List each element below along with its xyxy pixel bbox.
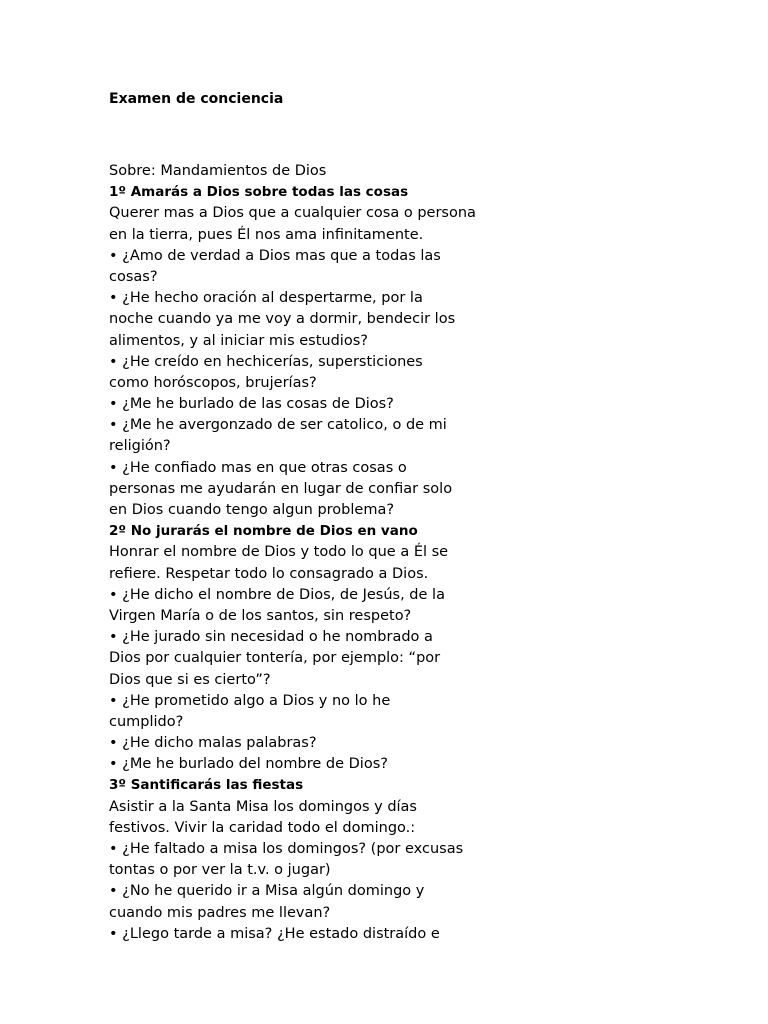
text-line: • ¿He dicho el nombre de Dios, de Jesús, de la [109, 586, 445, 603]
text-line: como horóscopos, brujerías? [109, 374, 317, 391]
text-line: • ¿Me he avergonzado de ser catolico, o de mi [109, 417, 447, 434]
text-line: • ¿Me he burlado de las cosas de Dios? [109, 396, 394, 413]
text-line: Querer mas a Dios que a cualquier cosa o persona [109, 205, 476, 222]
document-body [109, 182, 489, 945]
text-line: cumplido? [109, 713, 184, 730]
text-line: • ¿Me he burlado del nombre de Dios? [109, 756, 388, 773]
text-line: • ¿Amo de verdad a Dios mas que a todas las [109, 247, 441, 264]
text-line: Virgen María o de los santos, sin respeto? [109, 607, 412, 624]
text-line: tontas o por ver la t.v. o jugar) [109, 862, 331, 879]
text-line: • ¿He dicho malas palabras? [109, 735, 317, 752]
text-line: • ¿He prometido algo a Dios y no lo he [109, 692, 391, 709]
text-line: • ¿He jurado sin necesidad o he nombrado a [109, 629, 433, 646]
text-line: Dios por cualquier tontería, por ejemplo: “por [109, 650, 441, 667]
commandment-heading: 1º Amarás a Dios sobre todas las cosas [109, 184, 409, 201]
text-line: cuando mis padres me llevan? [109, 904, 331, 921]
text-line: Honrar el nombre de Dios y todo lo que a Él se [109, 544, 449, 561]
document-title: Examen de conciencia [109, 91, 284, 107]
commandment-heading: 3º Santificarás las fiestas [109, 777, 304, 794]
text-line: noche cuando ya me voy a dormir, bendecir los [109, 311, 456, 328]
text-line: • ¿He confiado mas en que otras cosas o [109, 459, 407, 476]
document-page [109, 88, 489, 945]
text-line: en la tierra, pues Él nos ama infinitamente. [109, 226, 424, 243]
text-line: personas me ayudarán en lugar de confiar solo [109, 480, 453, 497]
document-subject: Sobre: Mandamientos de Dios [109, 163, 327, 179]
text-line: Asistir a la Santa Misa los domingos y días [109, 798, 417, 815]
text-line: en Dios cuando tengo algun problema? [109, 502, 395, 519]
text-line: religión? [109, 438, 171, 455]
text-line: alimentos, y al iniciar mis estudios? [109, 332, 368, 349]
text-line: festivos. Vivir la caridad todo el domingo.: [109, 819, 416, 836]
text-line: refiere. Respetar todo lo consagrado a Dios. [109, 565, 429, 582]
text-line: Dios que si es cierto”? [109, 671, 271, 688]
text-line: • ¿He hecho oración al despertarme, por la [109, 290, 423, 307]
text-line: cosas? [109, 268, 158, 285]
text-line: • ¿He faltado a misa los domingos? (por excusas [109, 841, 464, 858]
text-line: • ¿No he querido ir a Misa algún domingo y [109, 883, 425, 900]
commandment-heading: 2º No jurarás el nombre de Dios en vano [109, 523, 418, 540]
text-line: • ¿He creído en hechicerías, supersticiones [109, 353, 423, 370]
text-line: • ¿Llego tarde a misa? ¿He estado distraído e [109, 925, 440, 942]
